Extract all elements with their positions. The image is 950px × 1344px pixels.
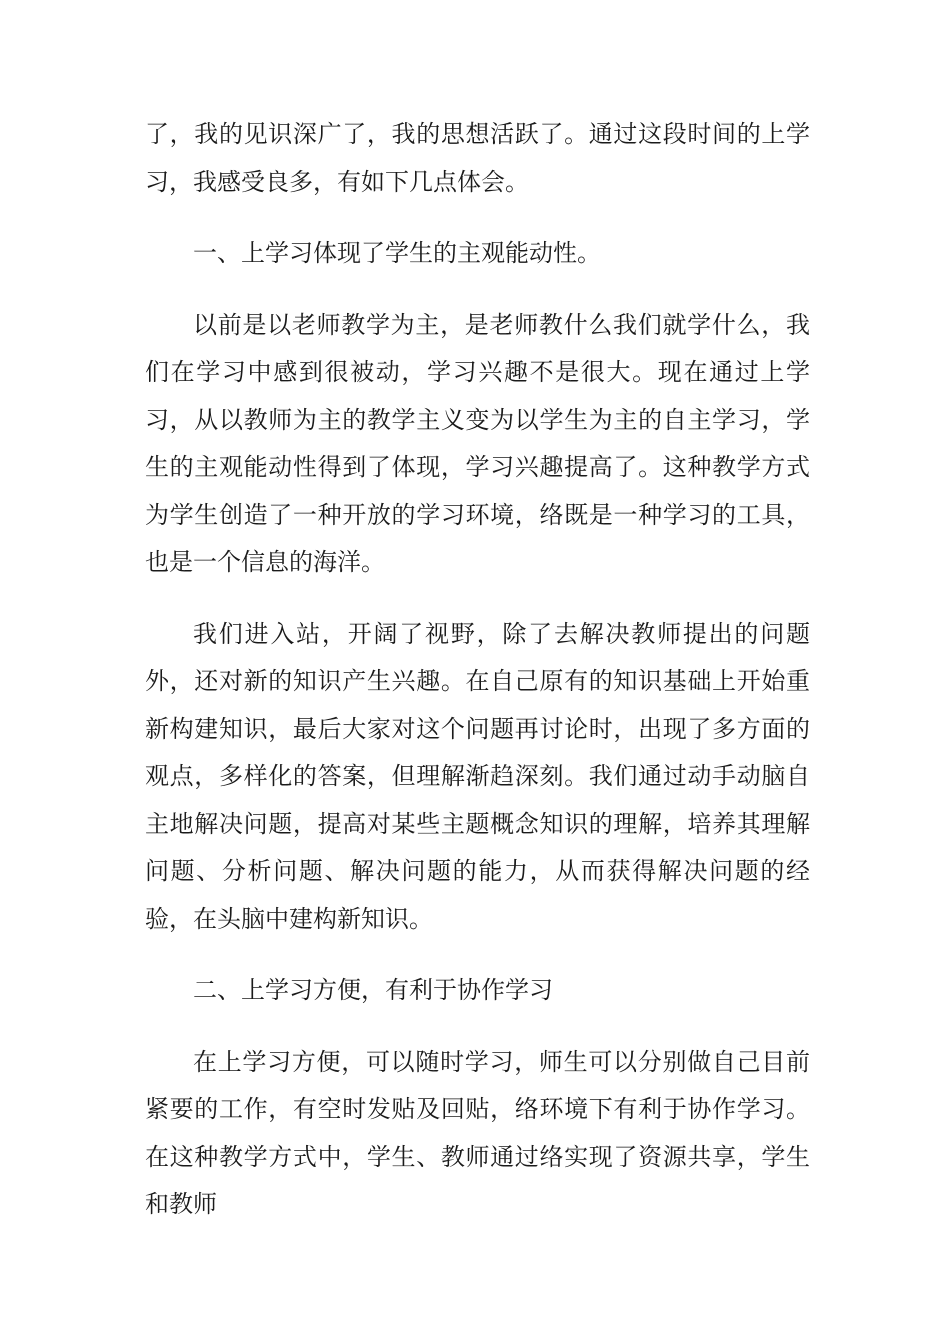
body-paragraph-1: 以前是以老师教学为主，是老师教什么我们就学什么，我们在学习中感到很被动，学习兴趣不是很大。现在通过上学习，从以教师为主的教学主义变为以学生为主的自主学习，学生的主观能动性得到了体现，学习兴趣提高了。这种教学方式为学生创造了一种开放的学习环境，络既是一种学习的工具，也是一个信息的海洋。 bbox=[145, 310, 810, 576]
section-heading-2: 二、上学习方便，有利于协作学习 bbox=[193, 976, 553, 1004]
body-paragraph-3: 在上学习方便，可以随时学习，师生可以分别做自己目前紧要的工作，有空时发贴及回贴，络环境下有利于协作学习。在这种教学方式中，学生、教师通过络实现了资源共享，学生和教师 bbox=[145, 1047, 810, 1218]
section-heading-1: 一、上学习体现了学生的主观能动性。 bbox=[193, 239, 601, 267]
continuation-paragraph: 了，我的见识深广了，我的思想活跃了。通过这段时间的上学习，我感受良多，有如下几点体会。 bbox=[145, 120, 810, 196]
body-paragraph-2: 我们进入站，开阔了视野，除了去解决教师提出的问题外，还对新的知识产生兴趣。在自己原有的知识基础上开始重新构建知识，最后大家对这个问题再讨论时，出现了多方面的观点，多样化的答案，但理解渐趋深刻。我们通过动手动脑自主地解决问题，提高对某些主题概念知识的理解，培养其理解问题、分析问题、解决问题的能力，从而获得解决问题的经验，在头脑中建构新知识。 bbox=[145, 619, 810, 933]
document-body bbox=[145, 111, 810, 1229]
